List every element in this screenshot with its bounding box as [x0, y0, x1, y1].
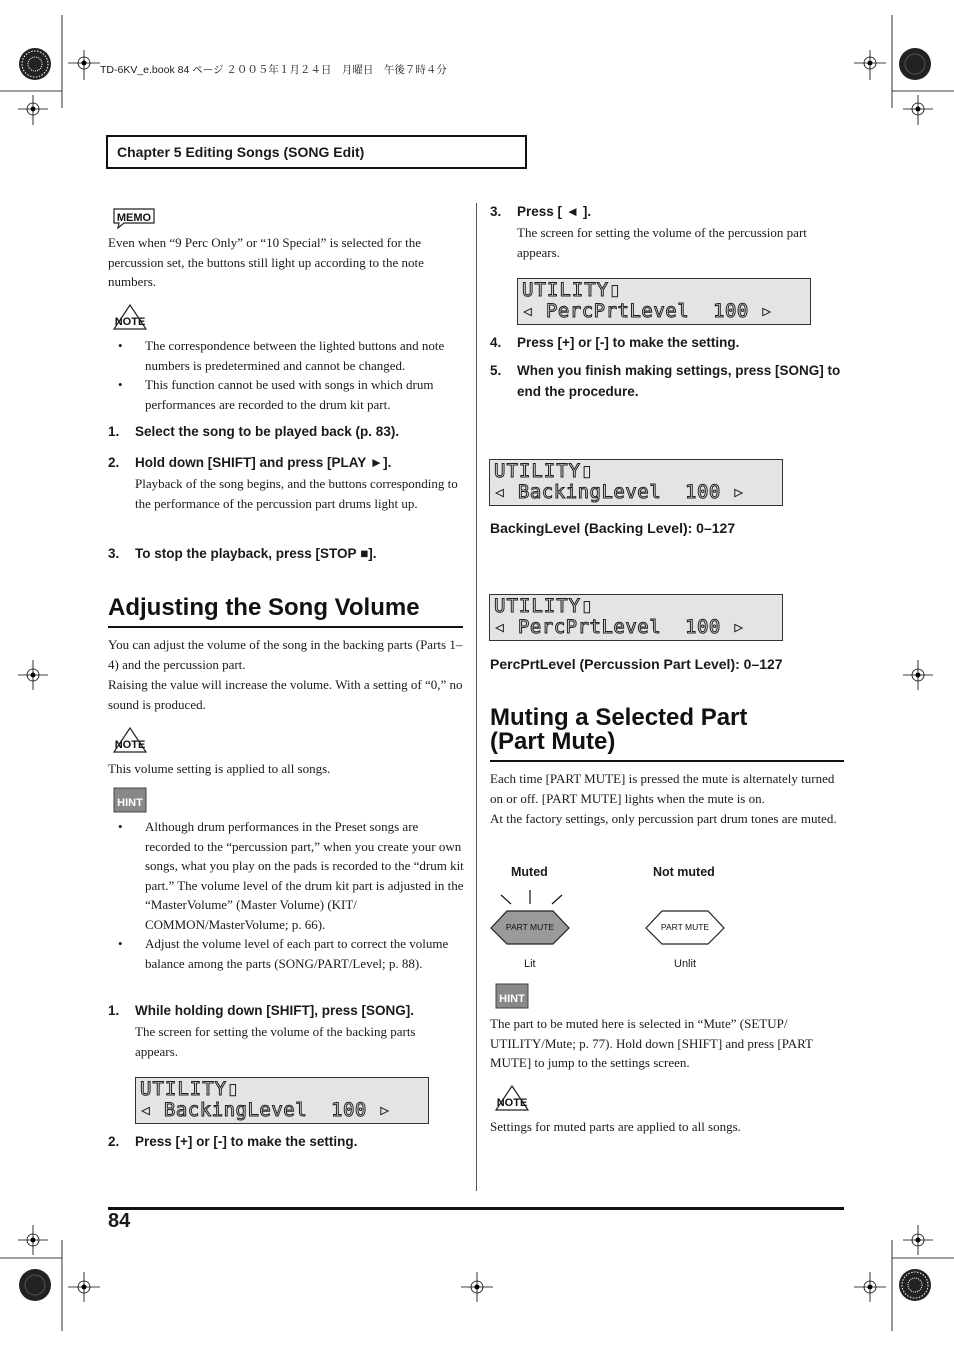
part-mute-button-lit [490, 909, 570, 946]
lcd-display [489, 594, 783, 641]
note-icon-label: NOTE [114, 316, 146, 328]
note-icon [492, 1084, 532, 1114]
lcd-caption: BackingLevel (Backing Level): 0–127 [490, 520, 736, 536]
lcd-line-1: UTILITY▮ [494, 595, 594, 617]
section-title: Adjusting the Song Volume [108, 594, 420, 621]
section-title: Muting a Selected Part [490, 704, 748, 731]
memo-icon [110, 205, 158, 229]
part-mute-button-unlit [645, 909, 725, 946]
lit-rays-icon [495, 887, 570, 909]
hint-icon-label: HINT [499, 993, 525, 1005]
note-icon [110, 303, 150, 333]
step-description: The screen for setting the volume of the percussion part appears. [517, 225, 807, 260]
muted-label: Muted [511, 865, 548, 879]
page-number: 84 [108, 1210, 131, 1232]
hint-icon [113, 787, 147, 813]
chapter-header [106, 135, 527, 169]
column-divider [476, 203, 477, 1191]
lcd-line-2: ◂ BackingLevel 100 ▸ [494, 481, 745, 503]
intro-paragraph: You can adjust the volume of the song in the backing parts (Parts 1–4) and the percussion part. [108, 637, 463, 672]
lcd-line-1: UTILITY▮ [494, 460, 594, 482]
note-bullet: • This function cannot be used with songs in which drum performances are recorded to the drum kit part. [118, 377, 434, 412]
crop-header-text: TD-6KV_e.book 84 ページ ２００５年１月２４日 月曜日 午後７時４分 [100, 64, 447, 76]
memo-text: Even when “9 Perc Only” or “10 Special” is selected for the percussion set, the buttons still light up according to the note numbers. [108, 235, 424, 289]
lcd-display [517, 278, 811, 325]
note-bullet: • The correspondence between the lighted buttons and note numbers is predetermined and cannot be changed. [118, 338, 445, 373]
part-mute-button-label: PART MUTE [505, 922, 555, 932]
chapter-header-label: Chapter 5 Editing Songs (SONG Edit) [117, 144, 365, 160]
lcd-line-2: ◂ PercPrtLevel 100 ▸ [522, 300, 773, 322]
mute-paragraph: At the factory settings, only percussion part drum tones are muted. [490, 811, 837, 826]
lcd-display [489, 459, 783, 506]
part-mute-button-label: PART MUTE [660, 922, 710, 932]
lcd-line-2: ◂ PercPrtLevel 100 ▸ [494, 616, 745, 638]
lit-label: Lit [524, 958, 536, 970]
memo-icon-label: MEMO [116, 212, 152, 224]
lcd-caption: PercPrtLevel (Percussion Part Level): 0–127 [490, 656, 783, 672]
lcd-line-1: UTILITY▮ [140, 1078, 240, 1100]
lcd-line-2: ◂ BackingLevel 100 ▸ [140, 1099, 391, 1121]
note-icon-label: NOTE [496, 1097, 528, 1109]
unlit-label: Unlit [674, 958, 697, 970]
note-text: Settings for muted parts are applied to all songs. [490, 1119, 741, 1134]
footer-rule [108, 1207, 844, 1210]
note-icon [110, 726, 150, 756]
hint-text: The part to be muted here is selected in “Mute” (SETUP/ UTILITY/Mute; p. 77). Hold down [SHIFT] and press [PART MUTE] to jump to the settings screen. [490, 1016, 813, 1070]
note-text: This volume setting is applied to all songs. [108, 761, 331, 776]
mute-paragraph: Each time [PART MUTE] is pressed the mute is alternately turned on or off. [PART MUTE] lights when the mute is on. [490, 771, 835, 806]
intro-paragraph: Raising the value will increase the volume. With a setting of “0,” no sound is produced. [108, 677, 463, 712]
section-rule [108, 626, 463, 628]
lcd-line-1: UTILITY▮ [522, 279, 622, 301]
section-title: (Part Mute) [490, 728, 616, 755]
hint-bullet: • Although drum performances in the Preset songs are recorded to the “percussion part,” when you create your own songs, what you play on the pads is recorded to the “drum kit part.” The volume level of the drum kit part is adjusted in the “MasterVolume” (Master Volume) (KIT/ COMMON/MasterVolume; p. 66). [118, 819, 464, 932]
lcd-display [135, 1077, 429, 1124]
section-rule [490, 760, 844, 762]
step-description: Playback of the song begins, and the buttons corresponding to the performance of the percussion part drums light up. [135, 476, 458, 511]
hint-icon-label: HINT [117, 797, 143, 809]
not-muted-label: Not muted [653, 865, 715, 879]
note-icon-label: NOTE [114, 739, 146, 751]
hint-icon [495, 983, 529, 1009]
step-description: The screen for setting the volume of the backing parts appears. [135, 1024, 416, 1059]
hint-bullet: • Adjust the volume level of each part to correct the volume balance among the parts (SONG/PART/Level; p. 88). [118, 936, 449, 971]
